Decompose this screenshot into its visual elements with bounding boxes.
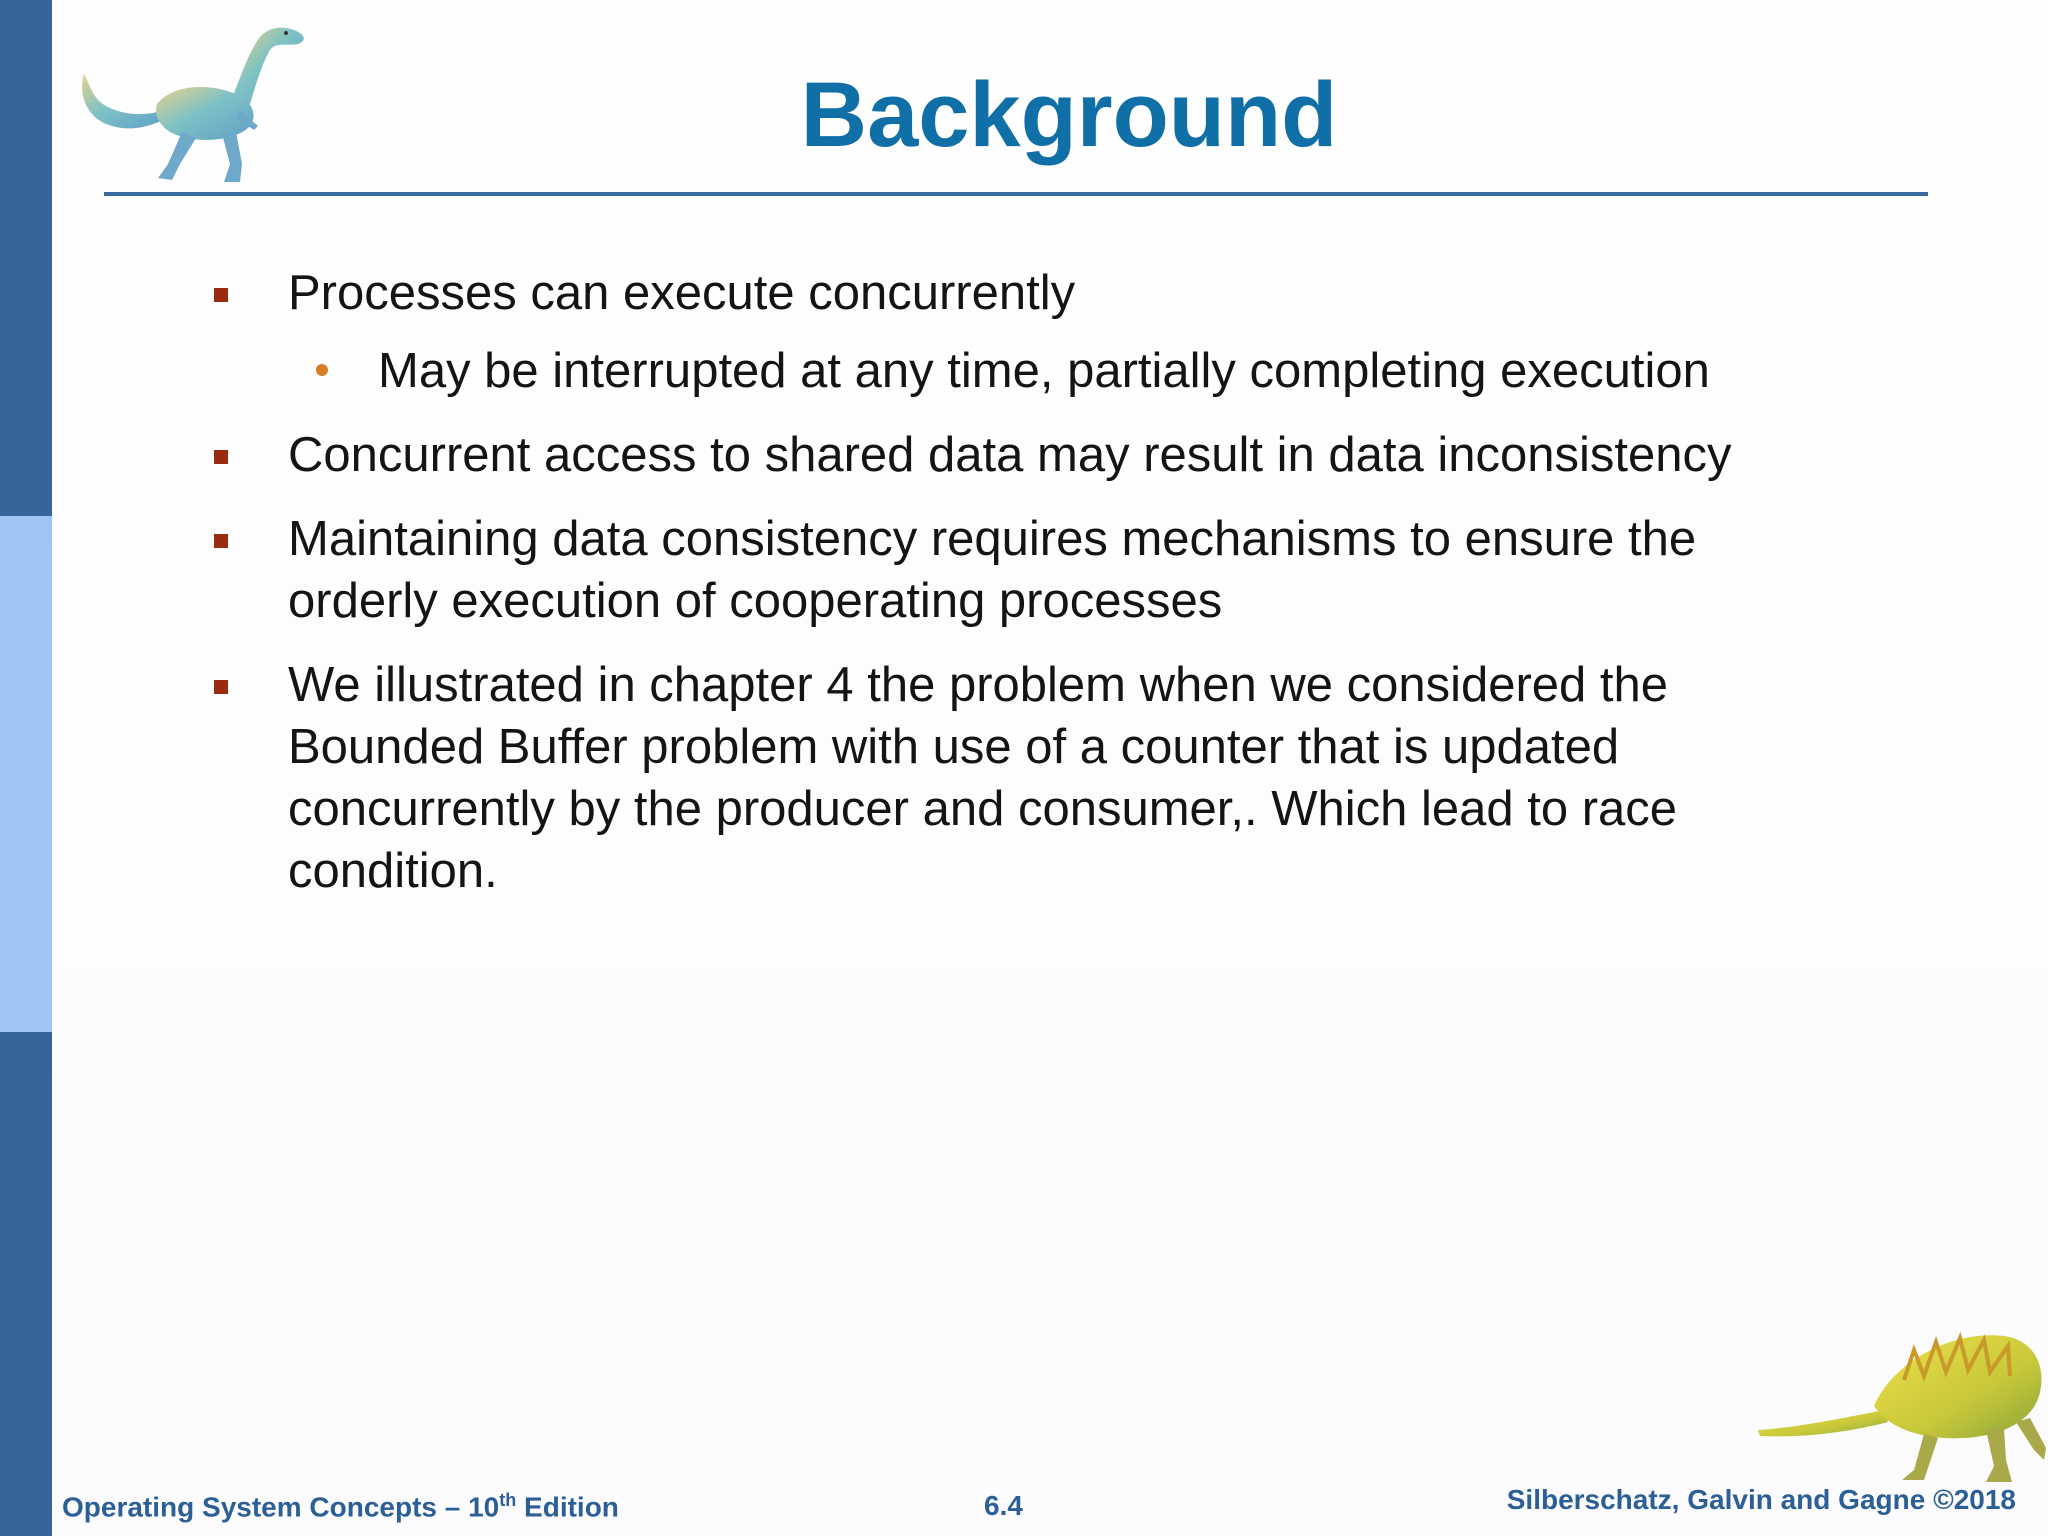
bullet-text: Maintaining data consistency requires mechanisms to ensure the orderly execution of cooperating processes: [288, 512, 1697, 628]
square-bullet-icon: [214, 680, 228, 694]
bullet-text: We illustrated in chapter 4 the problem when we considered the Bounded Buffer problem with use of a counter that is updated concurrently by the producer and consumer,. Which lead to race condition.: [288, 658, 1678, 898]
footer-book-superscript: th: [499, 1490, 517, 1510]
bullet-text: Processes can execute concurrently: [288, 266, 1076, 320]
side-bar-segment-top: [0, 0, 52, 516]
square-bullet-icon: [214, 450, 228, 464]
square-bullet-icon: [214, 288, 228, 302]
list-item: [212, 340, 1852, 402]
footer-book-title: [62, 1490, 619, 1523]
title-divider: [104, 192, 1928, 196]
footer-authors: Silberschatz, Galvin and Gagne ©2018: [1506, 1484, 2016, 1515]
list-item: [212, 508, 1852, 632]
footer-page-number: 6.4: [984, 1490, 1023, 1521]
bullet-list: [212, 262, 1852, 924]
bullet-text: May be interrupted at any time, partially completing execution: [378, 344, 1710, 398]
list-item: [212, 424, 1852, 486]
list-item: [212, 654, 1852, 902]
footer-book-suffix: Edition: [516, 1491, 619, 1523]
dinosaur-logo-icon: [1754, 1310, 2048, 1488]
side-accent-bar: [0, 0, 52, 1536]
side-bar-segment-middle: [0, 516, 52, 1032]
footer-book-prefix: Operating System Concepts – 10: [62, 1491, 500, 1523]
round-bullet-icon: [316, 364, 328, 376]
bullet-text: Concurrent access to shared data may result in data inconsistency: [288, 428, 1732, 482]
list-item: [212, 262, 1852, 324]
slide-title: Background: [800, 64, 1338, 166]
square-bullet-icon: [214, 534, 228, 548]
side-bar-segment-bottom: [0, 1032, 52, 1536]
